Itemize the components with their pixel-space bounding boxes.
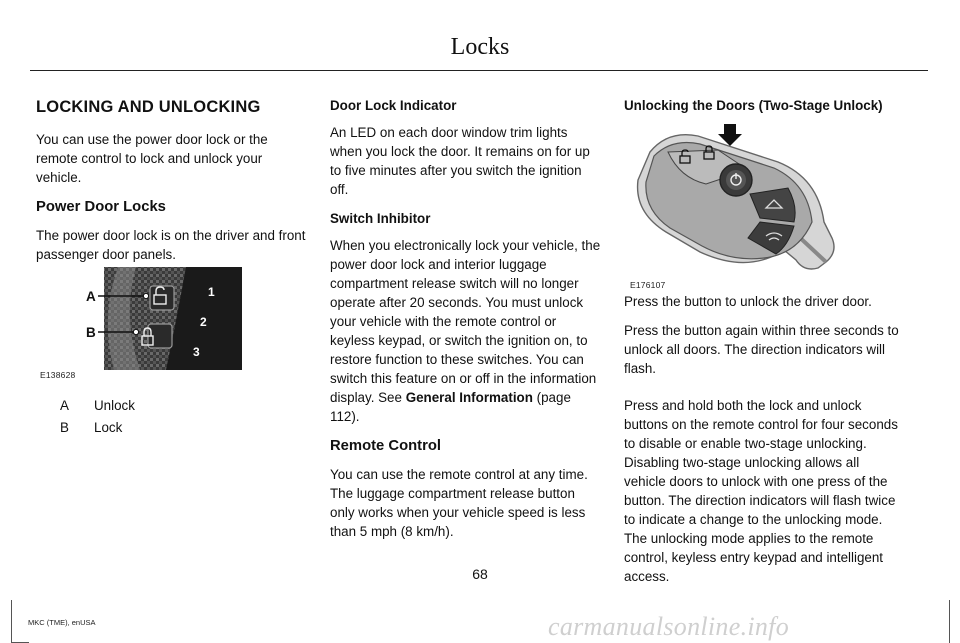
legend-label: Lock: [94, 420, 123, 435]
legend-row: [60, 420, 122, 435]
remote-control-heading: Remote Control: [330, 438, 441, 454]
left-column: [36, 96, 308, 274]
middle-column: [330, 96, 602, 551]
crop-mark: [949, 600, 950, 643]
door-lock-switch-illustration: [36, 262, 246, 382]
key-fob-figure: [628, 122, 858, 290]
header-divider: [30, 70, 928, 71]
figure-code-left: E138628: [40, 370, 76, 380]
figure-number-2: 2: [200, 315, 207, 329]
power-door-locks-paragraph: The power door lock is on the driver and front passenger door panels.: [36, 228, 306, 262]
door-lock-switch-figure: [36, 262, 246, 382]
power-door-locks-heading: Power Door Locks: [36, 199, 166, 215]
legend-label: Unlock: [94, 398, 135, 413]
two-stage-paragraph-1: Press the button to unlock the driver door.: [624, 294, 872, 309]
key-fob-illustration: [628, 122, 858, 290]
legend-row: [60, 398, 135, 413]
legend-key: B: [60, 420, 69, 435]
two-stage-unlock-heading: Unlocking the Doors (Two-Stage Unlock): [624, 98, 883, 113]
callout-a: A: [86, 289, 96, 304]
door-lock-indicator-heading: Door Lock Indicator: [330, 98, 457, 113]
page-reference: (page 112).: [330, 390, 571, 424]
figure-number-1: 1: [208, 285, 215, 299]
right-column: [624, 96, 896, 123]
callout-b: B: [86, 325, 96, 340]
watermark: carmanualsonline.info: [548, 612, 790, 641]
two-stage-paragraph-3: Press and hold both the lock and unlock buttons on the remote control for four seconds to disable or enable two-stage unlocking. Disabling two-stage unlocking allows all vehicle doors to unlock with one press of the button. The direction indicators will flash twice to indicate a change to the unlocking mode. The unlocking mode applies to the remote control, keyless entry keypad and intelligent access.: [624, 398, 898, 584]
crop-mark: [11, 600, 12, 643]
document-code: MKC (TME), enUSA: [28, 618, 96, 627]
intro-paragraph: You can use the power door lock or the remote control to lock and unlock your vehicle.: [36, 132, 268, 185]
switch-inhibitor-text: When you electronically lock your vehicle, the power door lock and interior luggage compartment release switch will no longer operate after 20 seconds. You must unlock your vehicle with the remote control or keyless keypad, or switch the ignition on, to restore function to these switches. You can switch this feature on or off in the information display. See: [330, 238, 601, 405]
switch-inhibitor-heading: Switch Inhibitor: [330, 211, 431, 226]
section-heading: LOCKING AND UNLOCKING: [36, 98, 261, 116]
switch-inhibitor-paragraph: [330, 236, 602, 426]
right-column-body: [624, 292, 899, 596]
legend-key: A: [60, 398, 69, 413]
general-information-link[interactable]: General Information: [405, 390, 533, 405]
two-stage-paragraph-2: Press the button again within three seconds to unlock all doors. The direction indicators will flash.: [624, 323, 899, 376]
remote-control-paragraph: You can use the remote control at any time. The luggage compartment release button only works when your vehicle speed is less than 5 mph (8 km/h).: [330, 467, 588, 539]
arrow-down-icon: [718, 124, 742, 146]
figure-number-3: 3: [193, 345, 200, 359]
page-number: 68: [472, 566, 488, 582]
figure-code-right: E176107: [630, 280, 666, 290]
door-lock-indicator-paragraph: An LED on each door window trim lights when you lock the door. It remains on for up to five minutes after you switch the ignition off.: [330, 125, 590, 197]
page-title: Locks: [450, 34, 510, 60]
